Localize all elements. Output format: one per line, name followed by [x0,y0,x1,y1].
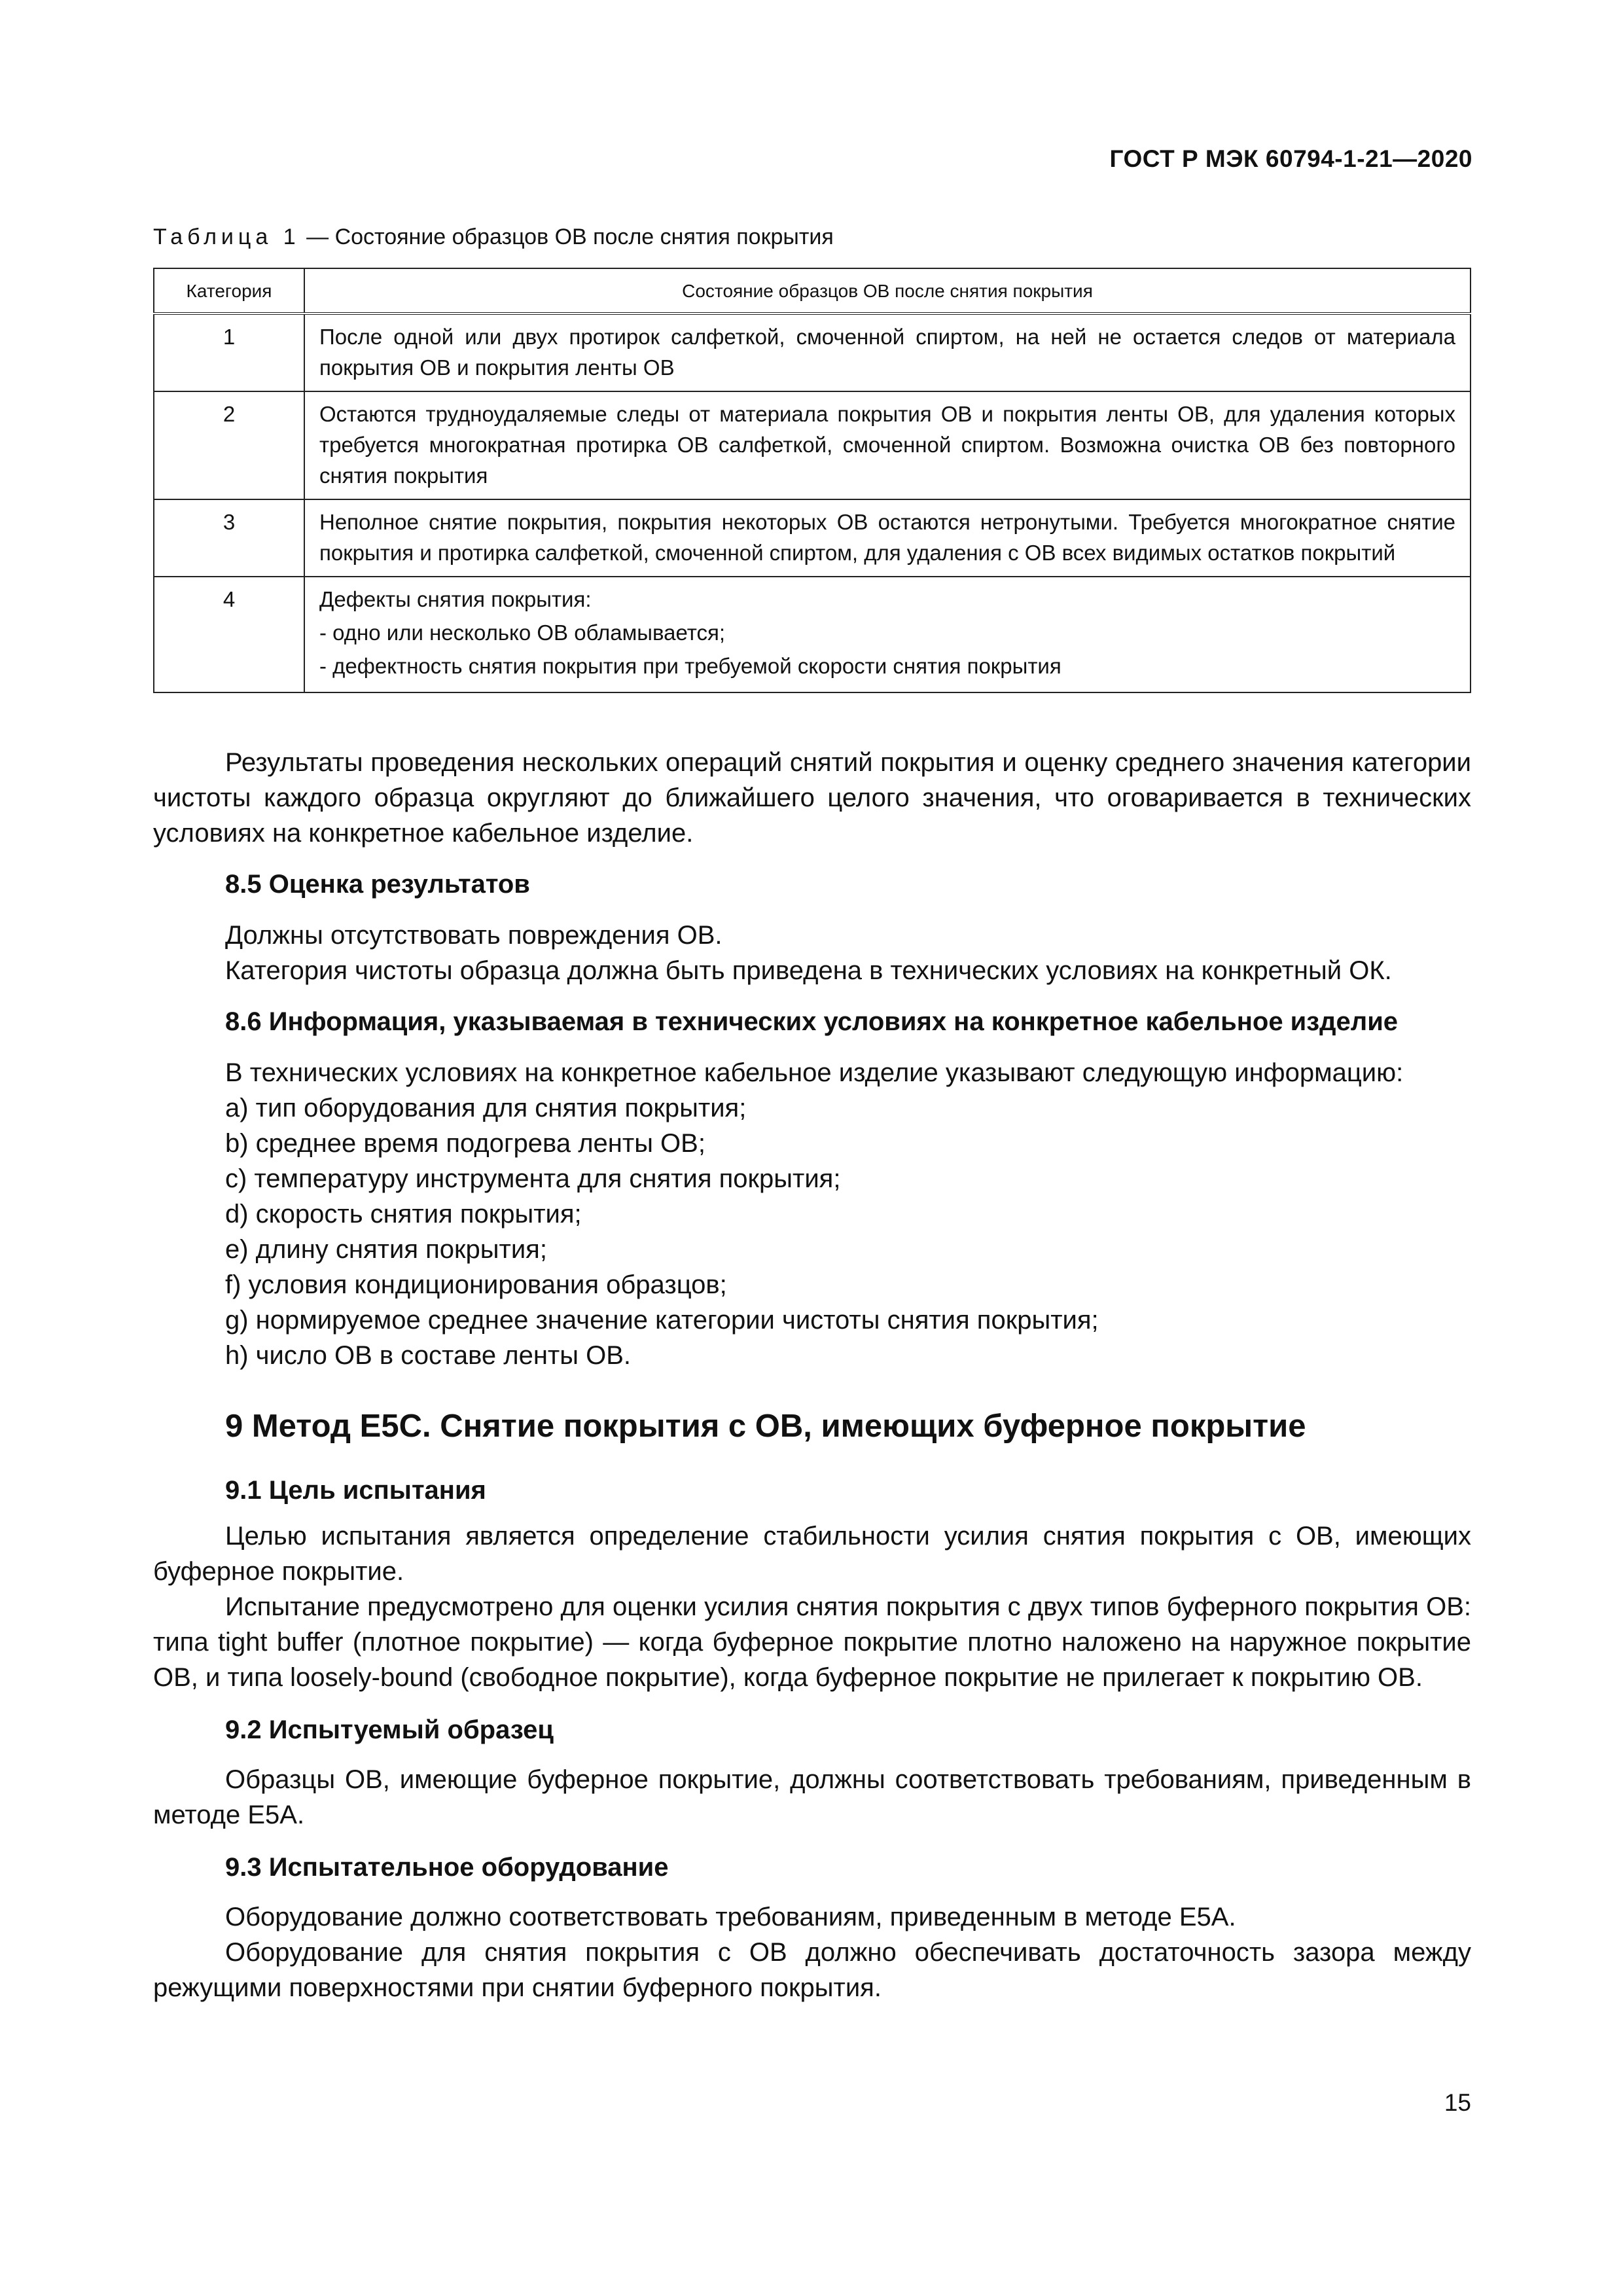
table-cell-state [304,577,1471,692]
table-cell-category: 2 [154,391,304,499]
list-item: h) число ОВ в составе ленты ОВ. [225,1341,632,1370]
table-cell-line: Дефекты снятия покрытия: [319,587,592,611]
list-item: f) условия кондиционирования образцов; [225,1270,727,1299]
section-9-3-heading: 9.3 Испытательное оборудование [225,1853,669,1882]
table-cell-line: - дефектность снятия покрытия при требуемой скорости снятия покрытия [319,654,1061,678]
table-cell-category: 3 [154,499,304,577]
section-9-1-heading: 9.1 Цель испытания [225,1476,486,1505]
section-8-5-paragraph-1: Должны отсутствовать повреждения ОВ. [225,921,722,950]
section-9-2-paragraph-1: Образцы ОВ, имеющие буферное покрытие, должны соответствовать требованиям, приведенным в методе Е5А. [153,1765,1471,1829]
list-item: a) тип оборудования для снятия покрытия; [225,1094,747,1122]
results-paragraph: Результаты проведения нескольких операций снятий покрытия и оценку среднего значения категории чистоты каждого образца округляют до ближайшего целого значения, что оговаривается в технических условиях на конкретное кабельное изделие. [153,748,1471,848]
table-cell-state [304,314,1471,391]
section-9-3-paragraph-1: Оборудование должно соответствовать требованиям, приведенным в методе Е5А. [225,1903,1236,1931]
table-header-row [154,268,1471,314]
list-item: g) нормируемое среднее значение категории чистоты снятия покрытия; [225,1306,1099,1335]
table-cell-line: Остаются трудноудаляемые следы от материала покрытия ОВ и покрытия ленты ОВ, для удаления которых требуется многократная протирка ОВ салфеткой, смоченной спиртом. Возможна очистка ОВ без повторного снятия покрытия [319,402,1455,488]
list-item: b) среднее время подогрева ленты ОВ; [225,1129,705,1158]
table-cell-line: Неполное снятие покрытия, покрытия некоторых ОВ остаются нетронутыми. Требуется многократное снятие покрытия и протирка салфеткой, смоченной спиртом, для удаления с ОВ всех видимых остатков покрытий [319,510,1455,565]
cleanliness-category-table [153,268,1471,693]
section-9-1-paragraph-2: Испытание предусмотрено для оценки усилия снятия покрытия с двух типов буферного покрытия ОВ: типа tight buffer (плотное покрытие) — когда буферное покрытие плотно наложено на наружное покрытие ОВ, и типа loosely-bound (свободное покрытие), когда буферное покрытие не прилегает к покрытию ОВ. [153,1592,1471,1692]
section-9-3-paragraph-2: Оборудование для снятия покрытия с ОВ должно обеспечивать достаточность зазора между режущими поверхностями при снятии буферного покрытия. [153,1938,1471,2002]
section-8-6-intro: В технических условиях на конкретное кабельное изделие указывают следующую информацию: [225,1058,1404,1087]
table-cell-category: 4 [154,577,304,692]
section-8-6-list [153,1090,1471,1373]
table-cell-state [304,499,1471,577]
document-header-id: ГОСТ Р МЭК 60794-1-21—2020 [1109,145,1472,172]
column-header-state: Состояние образцов ОВ после снятия покрытия [304,268,1471,314]
table-row [154,577,1471,692]
list-item: d) скорость снятия покрытия; [225,1200,582,1229]
table-caption-text: — Состояние образцов ОВ после снятия покрытия [300,224,834,249]
list-item: e) длину снятия покрытия; [225,1235,547,1264]
section-9-1-paragraph-1: Целью испытания является определение стабильности усилия снятия покрытия с ОВ, имеющих буферное покрытие. [153,1522,1471,1586]
document-body [153,745,1471,2005]
table-cell-category: 1 [154,314,304,391]
table-cell-line: - одно или несколько ОВ обламывается; [319,620,726,645]
section-9-2-heading: 9.2 Испытуемый образец [225,1715,554,1744]
table-row [154,314,1471,391]
section-8-6-heading: 8.6 Информация, указываемая в технических условиях на конкретное кабельное изделие [225,1007,1399,1036]
table-cell-line: После одной или двух протирок салфеткой, смоченной спиртом, на ней не остается следов от материала покрытия ОВ и покрытия ленты ОВ [319,325,1455,380]
section-8-5-paragraph-2: Категория чистоты образца должна быть приведена в технических условиях на конкретный ОК. [225,956,1392,985]
section-8-5-heading: 8.5 Оценка результатов [225,870,530,899]
page-number: 15 [1444,2089,1471,2116]
table-body [154,314,1471,692]
section-9-heading: 9 Метод Е5С. Снятие покрытия с ОВ, имеющих буферное покрытие [225,1408,1306,1444]
table-caption [153,224,834,250]
column-header-category: Категория [154,268,304,314]
table-cell-state [304,391,1471,499]
table-row [154,499,1471,577]
table-caption-label: Таблица 1 [153,224,300,249]
table-row [154,391,1471,499]
list-item: c) температуру инструмента для снятия покрытия; [225,1164,841,1193]
